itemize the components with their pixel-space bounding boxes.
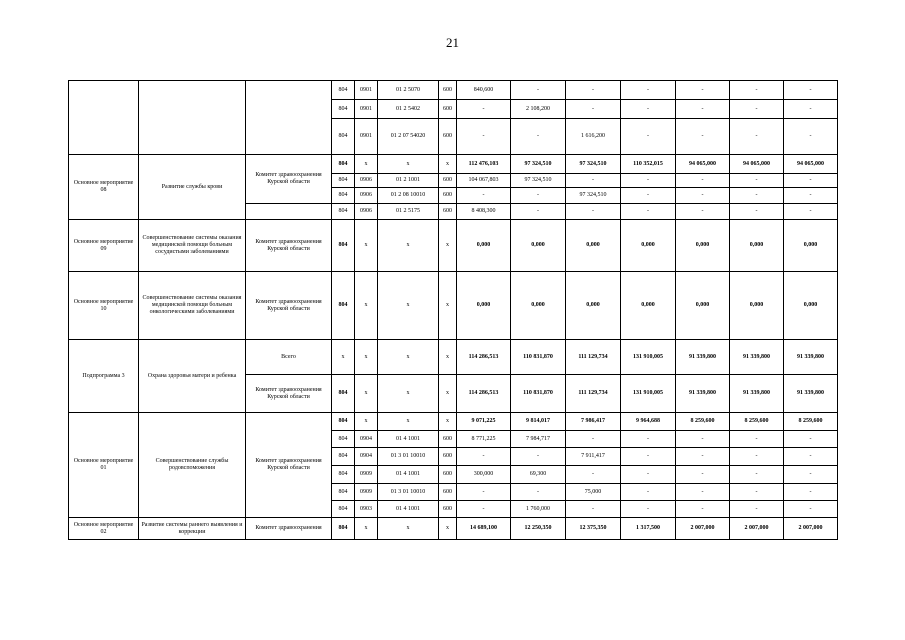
table-cell: 91 339,800 <box>730 375 784 413</box>
table-cell: - <box>511 81 566 100</box>
table-cell: x <box>355 375 378 413</box>
table-cell: x <box>439 518 457 540</box>
table-row <box>69 272 838 340</box>
table-row <box>69 81 838 100</box>
table-cell: 600 <box>439 100 457 119</box>
table-cell: x <box>378 155 439 174</box>
description-cell: Развитие системы раннего выявления и коррекции <box>139 518 246 540</box>
table-cell: 804 <box>332 448 355 466</box>
table-cell: 0906 <box>355 174 378 188</box>
table-cell: - <box>784 431 838 448</box>
table-cell: 110 352,015 <box>621 155 676 174</box>
table-row <box>69 518 838 540</box>
table-cell: - <box>457 448 511 466</box>
table-cell: 91 339,800 <box>784 340 838 375</box>
table-cell: 91 339,800 <box>676 375 730 413</box>
table-cell: - <box>566 100 621 119</box>
table-cell: - <box>676 204 730 220</box>
table-cell: - <box>784 204 838 220</box>
table-cell: - <box>676 81 730 100</box>
table-cell: - <box>566 466 621 484</box>
executor-cell: Комитет здравоохранения Курской области <box>246 272 332 340</box>
table-cell: 1 616,200 <box>566 119 621 155</box>
table-cell: - <box>784 448 838 466</box>
table-cell: - <box>784 484 838 501</box>
table-cell: 600 <box>439 188 457 204</box>
name-cell: Основное мероприятие 10 <box>69 272 139 340</box>
table-cell: 8 408,300 <box>457 204 511 220</box>
table-cell: 112 476,103 <box>457 155 511 174</box>
table-cell: 804 <box>332 220 355 272</box>
table-cell: 600 <box>439 119 457 155</box>
table-cell: 01 2 08 10010 <box>378 188 439 204</box>
table-cell: x <box>378 272 439 340</box>
table-cell: 12 250,350 <box>511 518 566 540</box>
table-cell: - <box>730 81 784 100</box>
name-cell: Основное мероприятие 02 <box>69 518 139 540</box>
table-row <box>69 413 838 431</box>
table-cell: 9 964,688 <box>621 413 676 431</box>
table-cell: - <box>621 100 676 119</box>
table-cell: x <box>378 518 439 540</box>
table-cell: 0,000 <box>730 220 784 272</box>
table-cell: - <box>784 100 838 119</box>
table-cell: x <box>439 340 457 375</box>
table-cell: x <box>439 155 457 174</box>
executor-cell <box>246 81 332 155</box>
table-cell: - <box>566 81 621 100</box>
table-cell: 804 <box>332 119 355 155</box>
table-cell: 7 986,417 <box>566 413 621 431</box>
table-cell: 0,000 <box>621 272 676 340</box>
table-cell: - <box>566 501 621 518</box>
table-cell: 114 286,513 <box>457 340 511 375</box>
table-cell: - <box>621 466 676 484</box>
table-cell: - <box>511 188 566 204</box>
table-cell: - <box>511 204 566 220</box>
table-cell: 804 <box>332 518 355 540</box>
table-cell: - <box>511 484 566 501</box>
table-cell: - <box>784 81 838 100</box>
table-row <box>69 220 838 272</box>
table-cell: - <box>676 501 730 518</box>
table-cell: 300,000 <box>457 466 511 484</box>
table-cell: 91 339,800 <box>730 340 784 375</box>
table-cell: - <box>730 119 784 155</box>
table-cell: - <box>457 484 511 501</box>
table-cell: 0,000 <box>511 220 566 272</box>
name-cell: Основное мероприятие 08 <box>69 155 139 220</box>
table-cell: - <box>784 188 838 204</box>
table-cell: 9 814,017 <box>511 413 566 431</box>
table-cell: 0,000 <box>566 220 621 272</box>
table-cell: 2 007,000 <box>784 518 838 540</box>
table-cell: - <box>730 484 784 501</box>
table-cell: - <box>457 188 511 204</box>
table-cell: 804 <box>332 375 355 413</box>
table-cell: x <box>378 340 439 375</box>
table-cell: 01 4 1001 <box>378 501 439 518</box>
table-cell: 0,000 <box>784 272 838 340</box>
table-cell: 600 <box>439 448 457 466</box>
table-cell: 600 <box>439 431 457 448</box>
table-cell: 14 689,100 <box>457 518 511 540</box>
table-cell: - <box>566 174 621 188</box>
table-cell: - <box>676 174 730 188</box>
table-cell: x <box>439 272 457 340</box>
table-cell: 0904 <box>355 431 378 448</box>
table-cell: x <box>378 413 439 431</box>
executor-cell <box>246 204 332 220</box>
table-cell: 97 324,510 <box>511 155 566 174</box>
table-cell: - <box>784 501 838 518</box>
table-cell: 01 4 1001 <box>378 466 439 484</box>
table-cell: 0,000 <box>784 220 838 272</box>
table-cell: 0909 <box>355 466 378 484</box>
table-cell: 01 2 5070 <box>378 81 439 100</box>
table-cell: 7 911,417 <box>566 448 621 466</box>
table-cell: - <box>457 100 511 119</box>
table-cell: 1 317,500 <box>621 518 676 540</box>
table-cell: - <box>676 466 730 484</box>
description-cell: Охрана здоровья матери и ребенка <box>139 340 246 413</box>
name-cell <box>69 81 139 155</box>
table-cell: 0906 <box>355 188 378 204</box>
table-cell: 600 <box>439 466 457 484</box>
name-cell: Подпрограмма 3 <box>69 340 139 413</box>
table-cell: 110 831,870 <box>511 340 566 375</box>
table-cell: 104 067,803 <box>457 174 511 188</box>
table-cell: - <box>621 431 676 448</box>
table-cell: - <box>676 119 730 155</box>
table-cell: 0,000 <box>676 272 730 340</box>
table-cell: 600 <box>439 484 457 501</box>
table-cell: - <box>676 431 730 448</box>
table-cell: 9 071,225 <box>457 413 511 431</box>
table-cell: x <box>378 375 439 413</box>
description-cell: Совершенствование системы оказания медицинской помощи больным онкологическими заболеваниями <box>139 272 246 340</box>
table-cell: 0,000 <box>676 220 730 272</box>
table-cell: x <box>355 272 378 340</box>
budget-table <box>68 80 838 540</box>
description-cell: Совершенствование системы оказания медицинской помощи больным сосудистыми заболеваниями <box>139 220 246 272</box>
table-cell: 600 <box>439 204 457 220</box>
table-cell: - <box>676 448 730 466</box>
executor-cell: Комитет здравоохранения <box>246 518 332 540</box>
table-cell: 0903 <box>355 501 378 518</box>
table-cell: - <box>566 204 621 220</box>
table-cell: x <box>355 518 378 540</box>
table-cell: - <box>621 204 676 220</box>
table-cell: x <box>439 413 457 431</box>
table-cell: 111 129,734 <box>566 340 621 375</box>
table-cell: 8 259,600 <box>730 413 784 431</box>
table-cell: 97 324,510 <box>511 174 566 188</box>
table-cell: - <box>621 501 676 518</box>
name-cell: Основное мероприятие 09 <box>69 220 139 272</box>
table-body <box>69 81 838 540</box>
table-cell: x <box>355 413 378 431</box>
table-cell: - <box>730 174 784 188</box>
table-cell: 94 065,000 <box>730 155 784 174</box>
table-cell: 01 2 07 54020 <box>378 119 439 155</box>
table-cell: 12 375,350 <box>566 518 621 540</box>
table-cell: 94 065,000 <box>784 155 838 174</box>
table-cell: - <box>457 119 511 155</box>
table-cell: 97 324,510 <box>566 188 621 204</box>
table-cell: 1 760,000 <box>511 501 566 518</box>
table-cell: 91 339,800 <box>784 375 838 413</box>
table-cell: - <box>621 119 676 155</box>
table-cell: - <box>511 448 566 466</box>
table-cell: x <box>355 155 378 174</box>
table-cell: 97 324,510 <box>566 155 621 174</box>
table-cell: 0,000 <box>730 272 784 340</box>
table-cell: - <box>676 484 730 501</box>
table-cell: 804 <box>332 413 355 431</box>
name-cell: Основное мероприятие 01 <box>69 413 139 518</box>
table-cell: 111 129,734 <box>566 375 621 413</box>
table-cell: - <box>784 174 838 188</box>
table-cell: 0,000 <box>511 272 566 340</box>
table-cell: 804 <box>332 81 355 100</box>
table-cell: 804 <box>332 174 355 188</box>
page-number: 21 <box>446 35 459 50</box>
table-cell: - <box>730 188 784 204</box>
table-cell: - <box>730 501 784 518</box>
table-cell: 01 3 01 10010 <box>378 448 439 466</box>
table-cell: 8 771,225 <box>457 431 511 448</box>
table-cell: x <box>355 340 378 375</box>
table-cell: - <box>730 100 784 119</box>
table-cell: - <box>730 448 784 466</box>
table-cell: 600 <box>439 501 457 518</box>
table-cell: 804 <box>332 431 355 448</box>
table-cell: 131 910,005 <box>621 340 676 375</box>
table-cell: - <box>676 188 730 204</box>
table-cell: 110 831,870 <box>511 375 566 413</box>
table-cell: 01 3 01 10010 <box>378 484 439 501</box>
table-cell: - <box>457 501 511 518</box>
table-cell: 8 259,600 <box>676 413 730 431</box>
table-cell: 804 <box>332 484 355 501</box>
table-cell: x <box>378 220 439 272</box>
table-cell: - <box>730 204 784 220</box>
table-cell: 69,300 <box>511 466 566 484</box>
table-cell: 0901 <box>355 100 378 119</box>
table-cell: 804 <box>332 501 355 518</box>
table-cell: 114 286,513 <box>457 375 511 413</box>
table-cell: 01 2 5402 <box>378 100 439 119</box>
table-cell: 7 984,717 <box>511 431 566 448</box>
table-cell: 75,000 <box>566 484 621 501</box>
table-cell: - <box>784 466 838 484</box>
table-cell: 0904 <box>355 448 378 466</box>
table-cell: 0,000 <box>621 220 676 272</box>
table-cell: - <box>730 466 784 484</box>
table-cell: 0909 <box>355 484 378 501</box>
executor-cell: Комитет здравоохранения Курской области <box>246 155 332 204</box>
table-row <box>69 340 838 375</box>
table-cell: - <box>621 174 676 188</box>
table-cell: - <box>730 431 784 448</box>
table-row <box>69 155 838 174</box>
table-cell: - <box>621 81 676 100</box>
table-cell: 804 <box>332 466 355 484</box>
table-cell: - <box>566 431 621 448</box>
table-cell: 0,000 <box>566 272 621 340</box>
table-cell: 94 065,000 <box>676 155 730 174</box>
table-cell: 600 <box>439 174 457 188</box>
table-cell: - <box>784 119 838 155</box>
table-cell: - <box>621 188 676 204</box>
table-cell: - <box>621 484 676 501</box>
executor-cell: Всего <box>246 340 332 375</box>
table-cell: 01 2 5175 <box>378 204 439 220</box>
executor-cell: Комитет здравоохранения Курской области <box>246 220 332 272</box>
table-cell: 804 <box>332 272 355 340</box>
table-cell: 600 <box>439 81 457 100</box>
table-cell: 2 108,200 <box>511 100 566 119</box>
table-cell: 0901 <box>355 119 378 155</box>
table-cell: x <box>355 220 378 272</box>
table-cell: 804 <box>332 188 355 204</box>
description-cell: Совершенствование службы родовспоможения <box>139 413 246 518</box>
table-cell: x <box>439 220 457 272</box>
table-cell: 0906 <box>355 204 378 220</box>
description-cell <box>139 81 246 155</box>
table-cell: 804 <box>332 100 355 119</box>
table-cell: 840,600 <box>457 81 511 100</box>
table-cell: 131 910,005 <box>621 375 676 413</box>
table-cell: - <box>621 448 676 466</box>
table-cell: 804 <box>332 204 355 220</box>
description-cell: Развитие службы крови <box>139 155 246 220</box>
table-cell: 804 <box>332 155 355 174</box>
executor-cell: Комитет здравоохранения Курской области <box>246 413 332 518</box>
table-cell: 2 007,000 <box>730 518 784 540</box>
table-cell: 01 4 1001 <box>378 431 439 448</box>
table-cell: 0,000 <box>457 220 511 272</box>
executor-cell: Комитет здравоохранения Курской области <box>246 375 332 413</box>
table-cell: - <box>676 100 730 119</box>
table-cell: 2 007,000 <box>676 518 730 540</box>
table-cell: 0901 <box>355 81 378 100</box>
table-cell: x <box>332 340 355 375</box>
table-cell: - <box>511 119 566 155</box>
table-cell: 01 2 1001 <box>378 174 439 188</box>
table-cell: 0,000 <box>457 272 511 340</box>
table-cell: x <box>439 375 457 413</box>
table-cell: 91 339,800 <box>676 340 730 375</box>
table-cell: 8 259,600 <box>784 413 838 431</box>
